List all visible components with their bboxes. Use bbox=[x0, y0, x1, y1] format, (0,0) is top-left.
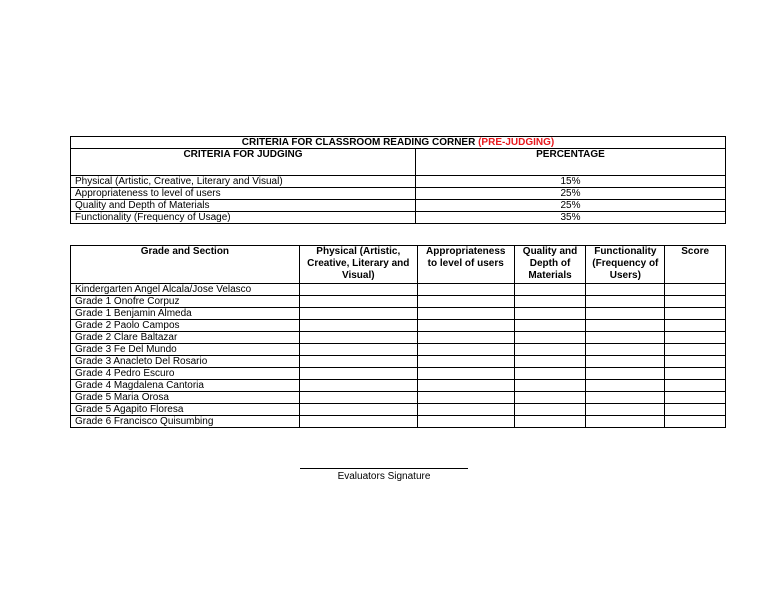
signature-line[interactable] bbox=[300, 468, 468, 469]
table-row bbox=[71, 308, 726, 320]
score-cell[interactable] bbox=[665, 308, 726, 320]
functionality-cell[interactable] bbox=[586, 296, 665, 308]
physical-cell[interactable] bbox=[299, 332, 417, 344]
functionality-cell[interactable] bbox=[586, 380, 665, 392]
table-row bbox=[71, 368, 726, 380]
physical-cell[interactable] bbox=[299, 296, 417, 308]
physical-cell[interactable] bbox=[299, 320, 417, 332]
table-row bbox=[71, 320, 726, 332]
grade-section-cell: Grade 4 Pedro Escuro bbox=[71, 368, 300, 380]
appropriateness-cell[interactable] bbox=[417, 356, 514, 368]
physical-cell[interactable] bbox=[299, 416, 417, 428]
criteria-row bbox=[71, 188, 726, 200]
appropriateness-cell[interactable] bbox=[417, 332, 514, 344]
criteria-title-row bbox=[71, 137, 726, 149]
grade-section-cell: Grade 3 Fe Del Mundo bbox=[71, 344, 300, 356]
score-cell[interactable] bbox=[665, 356, 726, 368]
functionality-cell[interactable] bbox=[586, 416, 665, 428]
criteria-col-header: CRITERIA FOR JUDGING bbox=[71, 149, 416, 176]
grade-section-header: Grade and Section bbox=[71, 246, 300, 284]
quality-header: Quality and Depth of Materials bbox=[514, 246, 586, 284]
functionality-cell[interactable] bbox=[586, 320, 665, 332]
functionality-cell[interactable] bbox=[586, 344, 665, 356]
scores-body bbox=[71, 284, 726, 428]
criteria-percentage: 15% bbox=[416, 176, 726, 188]
quality-cell[interactable] bbox=[514, 356, 586, 368]
criteria-title bbox=[71, 137, 726, 149]
functionality-cell[interactable] bbox=[586, 356, 665, 368]
score-cell[interactable] bbox=[665, 392, 726, 404]
criteria-title-highlight: (PRE-JUDGING) bbox=[478, 137, 555, 148]
appropriateness-cell[interactable] bbox=[417, 368, 514, 380]
table-row bbox=[71, 284, 726, 296]
grade-section-cell: Grade 2 Paolo Campos bbox=[71, 320, 300, 332]
appropriateness-cell[interactable] bbox=[417, 284, 514, 296]
physical-cell[interactable] bbox=[299, 380, 417, 392]
quality-cell[interactable] bbox=[514, 296, 586, 308]
criteria-table bbox=[70, 136, 726, 224]
table-row bbox=[71, 332, 726, 344]
criteria-name: Physical (Artistic, Creative, Literary and Visual) bbox=[71, 176, 416, 188]
table-row bbox=[71, 356, 726, 368]
score-cell[interactable] bbox=[665, 368, 726, 380]
scores-header-row bbox=[71, 246, 726, 284]
score-cell[interactable] bbox=[665, 380, 726, 392]
grade-section-cell: Grade 1 Onofre Corpuz bbox=[71, 296, 300, 308]
score-cell[interactable] bbox=[665, 320, 726, 332]
scores-table bbox=[70, 245, 726, 428]
criteria-row bbox=[71, 176, 726, 188]
functionality-cell[interactable] bbox=[586, 332, 665, 344]
physical-cell[interactable] bbox=[299, 404, 417, 416]
grade-section-cell: Grade 3 Anacleto Del Rosario bbox=[71, 356, 300, 368]
criteria-name: Appropriateness to level of users bbox=[71, 188, 416, 200]
functionality-cell[interactable] bbox=[586, 404, 665, 416]
criteria-row bbox=[71, 212, 726, 224]
physical-cell[interactable] bbox=[299, 356, 417, 368]
table-row bbox=[71, 404, 726, 416]
score-cell[interactable] bbox=[665, 284, 726, 296]
grade-section-cell: Grade 2 Clare Baltazar bbox=[71, 332, 300, 344]
grade-section-cell: Grade 4 Magdalena Cantoria bbox=[71, 380, 300, 392]
appropriateness-cell[interactable] bbox=[417, 416, 514, 428]
functionality-cell[interactable] bbox=[586, 392, 665, 404]
criteria-percentage: 35% bbox=[416, 212, 726, 224]
quality-cell[interactable] bbox=[514, 332, 586, 344]
appropriateness-cell[interactable] bbox=[417, 404, 514, 416]
criteria-percentage: 25% bbox=[416, 200, 726, 212]
appropriateness-cell[interactable] bbox=[417, 320, 514, 332]
functionality-cell[interactable] bbox=[586, 368, 665, 380]
physical-cell[interactable] bbox=[299, 308, 417, 320]
quality-cell[interactable] bbox=[514, 368, 586, 380]
physical-header: Physical (Artistic, Creative, Literary and Visual) bbox=[299, 246, 417, 284]
criteria-header-row bbox=[71, 149, 726, 176]
quality-cell[interactable] bbox=[514, 392, 586, 404]
functionality-cell[interactable] bbox=[586, 308, 665, 320]
table-row bbox=[71, 296, 726, 308]
quality-cell[interactable] bbox=[514, 308, 586, 320]
quality-cell[interactable] bbox=[514, 284, 586, 296]
criteria-percentage: 25% bbox=[416, 188, 726, 200]
appropriateness-header: Appropriateness to level of users bbox=[417, 246, 514, 284]
appropriateness-cell[interactable] bbox=[417, 392, 514, 404]
score-cell[interactable] bbox=[665, 404, 726, 416]
quality-cell[interactable] bbox=[514, 404, 586, 416]
grade-section-cell: Grade 1 Benjamin Almeda bbox=[71, 308, 300, 320]
appropriateness-cell[interactable] bbox=[417, 344, 514, 356]
functionality-header: Functionality (Frequency of Users) bbox=[586, 246, 665, 284]
signature-label: Evaluators Signature bbox=[337, 471, 431, 482]
quality-cell[interactable] bbox=[514, 416, 586, 428]
criteria-name: Quality and Depth of Materials bbox=[71, 200, 416, 212]
score-cell[interactable] bbox=[665, 416, 726, 428]
appropriateness-cell[interactable] bbox=[417, 296, 514, 308]
score-cell[interactable] bbox=[665, 296, 726, 308]
quality-cell[interactable] bbox=[514, 380, 586, 392]
functionality-cell[interactable] bbox=[586, 284, 665, 296]
physical-cell[interactable] bbox=[299, 344, 417, 356]
table-row bbox=[71, 392, 726, 404]
physical-cell[interactable] bbox=[299, 392, 417, 404]
grade-section-cell: Grade 5 Agapito Floresa bbox=[71, 404, 300, 416]
quality-cell[interactable] bbox=[514, 344, 586, 356]
criteria-name: Functionality (Frequency of Usage) bbox=[71, 212, 416, 224]
score-cell[interactable] bbox=[665, 344, 726, 356]
grade-section-cell: Kindergarten Angel Alcala/Jose Velasco bbox=[71, 284, 300, 296]
criteria-row bbox=[71, 200, 726, 212]
score-cell[interactable] bbox=[665, 332, 726, 344]
percentage-col-header: PERCENTAGE bbox=[416, 149, 726, 176]
grade-section-cell: Grade 6 Francisco Quisumbing bbox=[71, 416, 300, 428]
score-header: Score bbox=[665, 246, 726, 284]
table-row bbox=[71, 416, 726, 428]
criteria-title-text: CRITERIA FOR CLASSROOM READING CORNER bbox=[241, 137, 476, 148]
table-row bbox=[71, 344, 726, 356]
appropriateness-cell[interactable] bbox=[417, 308, 514, 320]
signature-block bbox=[300, 460, 468, 482]
appropriateness-cell[interactable] bbox=[417, 380, 514, 392]
table-row bbox=[71, 380, 726, 392]
grade-section-cell: Grade 5 Maria Orosa bbox=[71, 392, 300, 404]
physical-cell[interactable] bbox=[299, 368, 417, 380]
quality-cell[interactable] bbox=[514, 320, 586, 332]
physical-cell[interactable] bbox=[299, 284, 417, 296]
